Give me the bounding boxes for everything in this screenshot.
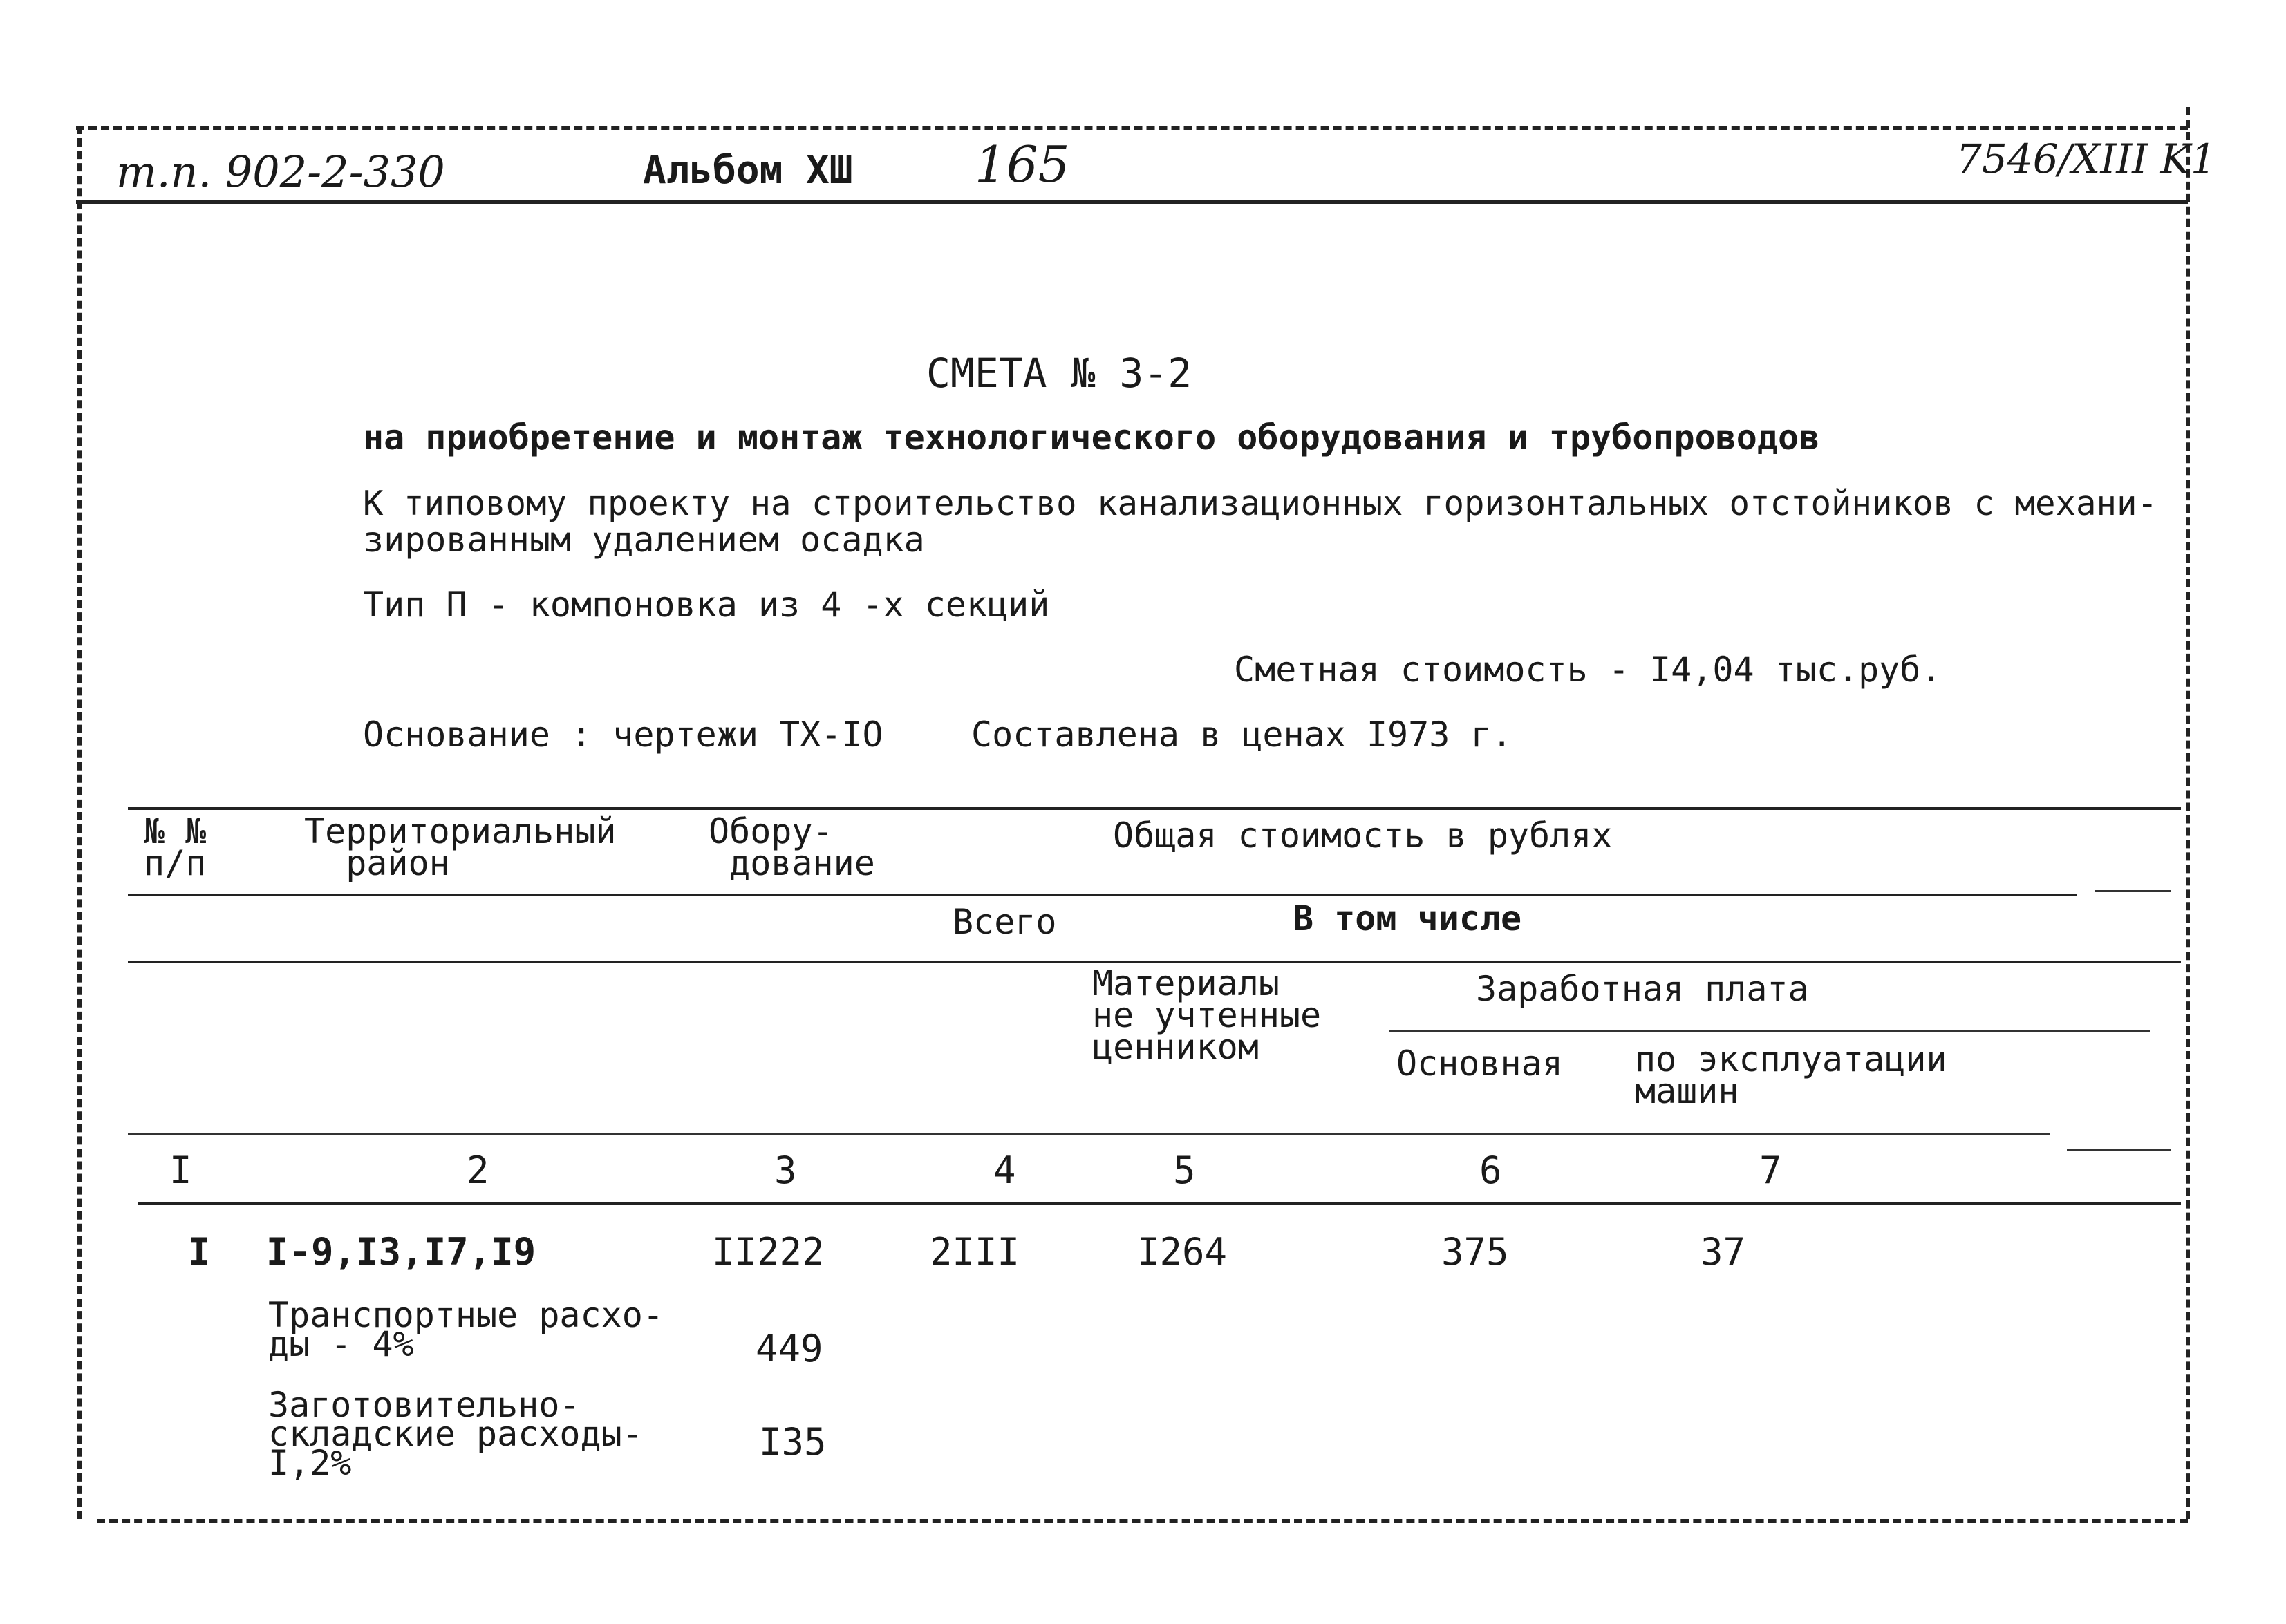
frame-left [77, 126, 82, 1519]
header-rule-3-tail [2067, 1149, 2171, 1151]
col-number-2: 2 [467, 1149, 489, 1192]
row-basic: 375 [1441, 1230, 1509, 1274]
header-rule-1 [128, 894, 2077, 896]
document-title: СМЕТА № 3-2 [926, 350, 1192, 397]
col-header-region: Территориальный район [304, 811, 617, 883]
document-subtitle: на приобретение и монтаж технологического оборудования и трубопроводов [363, 417, 1820, 457]
header-rule-4 [138, 1202, 2181, 1205]
frame-top [76, 126, 2188, 130]
col-header-salary: Заработная плата [1476, 969, 1809, 1009]
col-header-equipment: Обору- дование [709, 811, 875, 883]
archive-code: 7546/XIII K1 [1956, 135, 2216, 182]
row-number: I [188, 1230, 211, 1274]
header-rule-3 [128, 1133, 2050, 1135]
frame-right [2186, 107, 2190, 1519]
col-number-7: 7 [1759, 1149, 1782, 1192]
prices-line: Составлена в ценах I973 г. [971, 715, 1512, 755]
col-header-total-cost: Общая стоимость в рублях [1113, 815, 1613, 856]
col-number-1: I [169, 1149, 192, 1192]
project-description-line2: зированным удалением осадка [363, 520, 925, 560]
salary-rule [1389, 1030, 2150, 1032]
frame-header-divider [76, 200, 2188, 204]
transport-costs-label: Транспортные расхо- ды - 4% [268, 1295, 664, 1364]
frame-bottom [97, 1519, 2188, 1523]
row-materials: I264 [1137, 1230, 1228, 1274]
page-number: 165 [975, 135, 1070, 193]
row-machines: 37 [1701, 1230, 1746, 1274]
basis-line: Основание : чертежи ТХ-IО [363, 715, 883, 755]
col-header-basic: Основная [1396, 1044, 1563, 1084]
col-header-in-that: В том числе [1293, 898, 1522, 938]
estimated-cost: Сметная стоимость - I4,04 тыс.руб. [1234, 650, 1942, 690]
col-number-6: 6 [1479, 1149, 1502, 1192]
col-number-3: 3 [774, 1149, 797, 1192]
procurement-costs-value: I35 [759, 1420, 827, 1464]
type-line: Тип П - компоновка из 4 -х секций [363, 585, 1050, 625]
col-header-materials: Материалы не учтенные ценником [1092, 963, 1322, 1067]
procurement-costs-label: Заготовительно- складские расходы- I,2% [268, 1385, 643, 1483]
col-header-number: № № п/п [144, 811, 207, 883]
row-equipment: II222 [712, 1230, 825, 1274]
transport-costs-value: 449 [756, 1327, 823, 1370]
col-number-5: 5 [1173, 1149, 1196, 1192]
album-label: Альбом XШ [643, 148, 853, 193]
col-header-machines: по эксплуатации машин [1635, 1039, 1947, 1111]
project-description-line1: К типовому проекту на строительство канализационных горизонтальных отстойников с механи- [363, 484, 2158, 523]
col-number-4: 4 [993, 1149, 1016, 1192]
header-rule-1-tail [2095, 890, 2171, 892]
row-region: I-9,I3,I7,I9 [266, 1230, 536, 1274]
project-code: т.п. 902-2-330 [116, 147, 445, 197]
col-header-vsego: Всего [953, 902, 1057, 942]
row-total: 2III [930, 1230, 1020, 1274]
table-top-rule [128, 807, 2181, 810]
